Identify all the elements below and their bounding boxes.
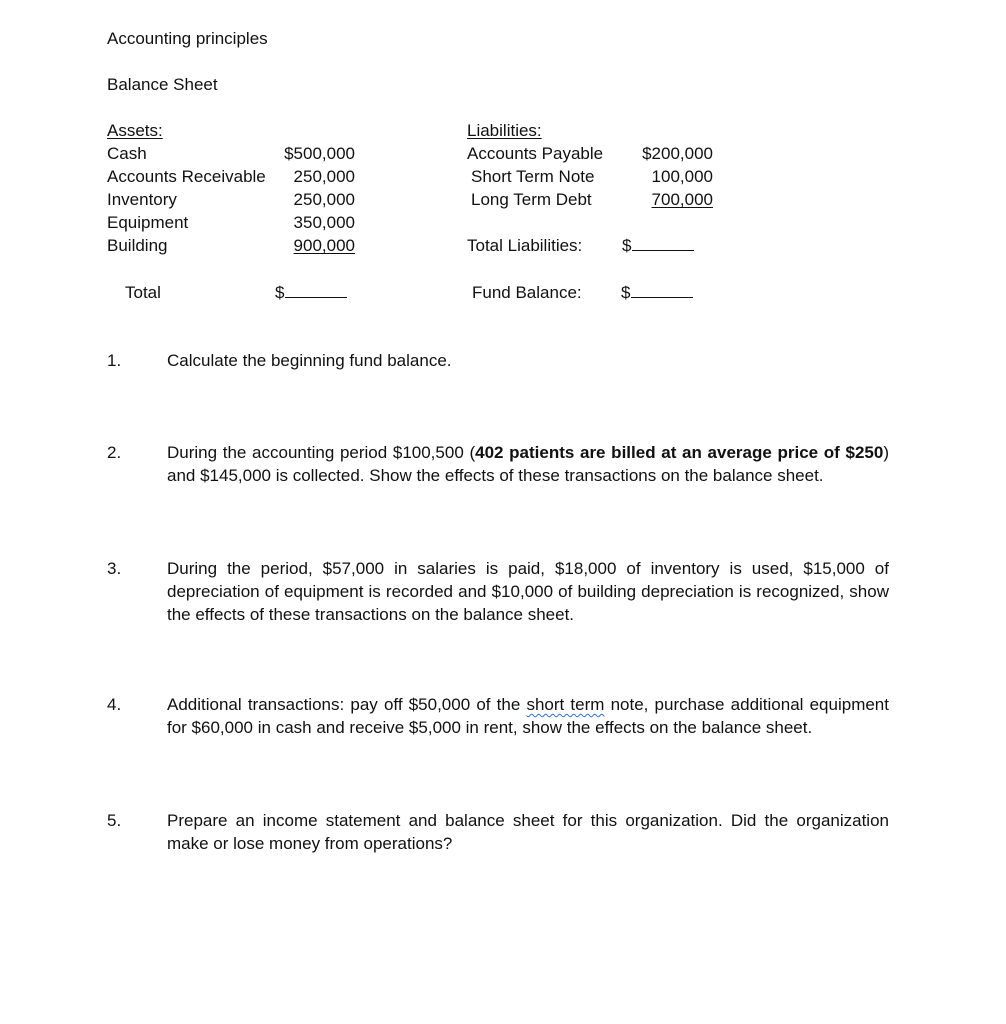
assets-values (260, 142, 355, 257)
asset-value: 350,000 (293, 213, 355, 232)
assets-header: Assets: (107, 121, 163, 140)
asset-value: 900,000 (293, 236, 355, 255)
question-text: Calculate the beginning fund balance. (167, 351, 452, 370)
liability-label: Accounts Payable (467, 144, 604, 163)
question-bold-text: 402 patients are billed at an average price of $250 (475, 443, 884, 462)
question-text (167, 693, 889, 739)
assets-labels (107, 119, 266, 257)
asset-value: 250,000 (293, 190, 355, 209)
asset-label: Cash (107, 144, 147, 163)
document-title: Accounting principles (107, 29, 268, 48)
fund-balance-field (621, 281, 693, 304)
total-liabilities-prefix: $ (622, 236, 632, 255)
fund-balance-label: Fund Balance: (472, 283, 582, 302)
asset-label: Inventory (107, 190, 177, 209)
asset-label: Accounts Receivable (107, 167, 266, 186)
assets-total-field (275, 281, 347, 304)
liabilities-header: Liabilities: (467, 121, 542, 140)
question-text-part: Additional transactions: pay off $50,000 of the (167, 695, 527, 714)
liabilities-labels (467, 119, 603, 211)
question-text-part: ) and $145,000 is collected. Show the effects of these transactions on the balance sheet. (167, 443, 889, 485)
liability-value: 100,000 (651, 167, 713, 186)
liability-value: $200,000 (642, 144, 713, 163)
question-number: 1. (107, 351, 122, 370)
question-text-part: During the accounting period $100,500 ( (167, 443, 476, 462)
liabilities-values (618, 142, 713, 211)
assets-total-blank (285, 281, 347, 298)
question-text (167, 441, 889, 487)
question-text: During the period, $57,000 in salaries is paid, $18,000 of inventory is used, $15,000 of depreciation of equipment is recorded and $10,000 of building depreciation is recognized, show the effects of these transactions on the balance sheet. (167, 559, 889, 624)
question-number: 2. (107, 443, 122, 462)
asset-value: $500,000 (284, 144, 355, 163)
total-liabilities-field (622, 234, 694, 257)
question-number: 4. (107, 695, 122, 714)
assets-total-prefix: $ (275, 283, 285, 302)
fund-balance-blank (631, 281, 693, 298)
liability-value: 700,000 (651, 190, 713, 209)
fund-balance-prefix: $ (621, 283, 631, 302)
asset-label: Building (107, 236, 168, 255)
section-title-balance-sheet: Balance Sheet (107, 75, 218, 94)
total-liabilities-blank (632, 234, 694, 251)
asset-label: Equipment (107, 213, 189, 232)
spellcheck-flagged-text[interactable]: short term (526, 695, 605, 714)
question-number: 3. (107, 559, 122, 578)
liability-label: Short Term Note (471, 167, 595, 186)
question-number: 5. (107, 811, 122, 830)
assets-total-label: Total (125, 283, 161, 302)
liability-label: Long Term Debt (471, 190, 592, 209)
asset-value: 250,000 (293, 167, 355, 186)
question-text: Prepare an income statement and balance sheet for this organization. Did the organization make or lose money from operations? (167, 811, 889, 853)
total-liabilities-label: Total Liabilities: (467, 236, 583, 255)
question-text-part: note, purchase additional equipment for $60,000 in cash and receive $5,000 in rent, show the effects on the balance sheet. (167, 695, 889, 737)
